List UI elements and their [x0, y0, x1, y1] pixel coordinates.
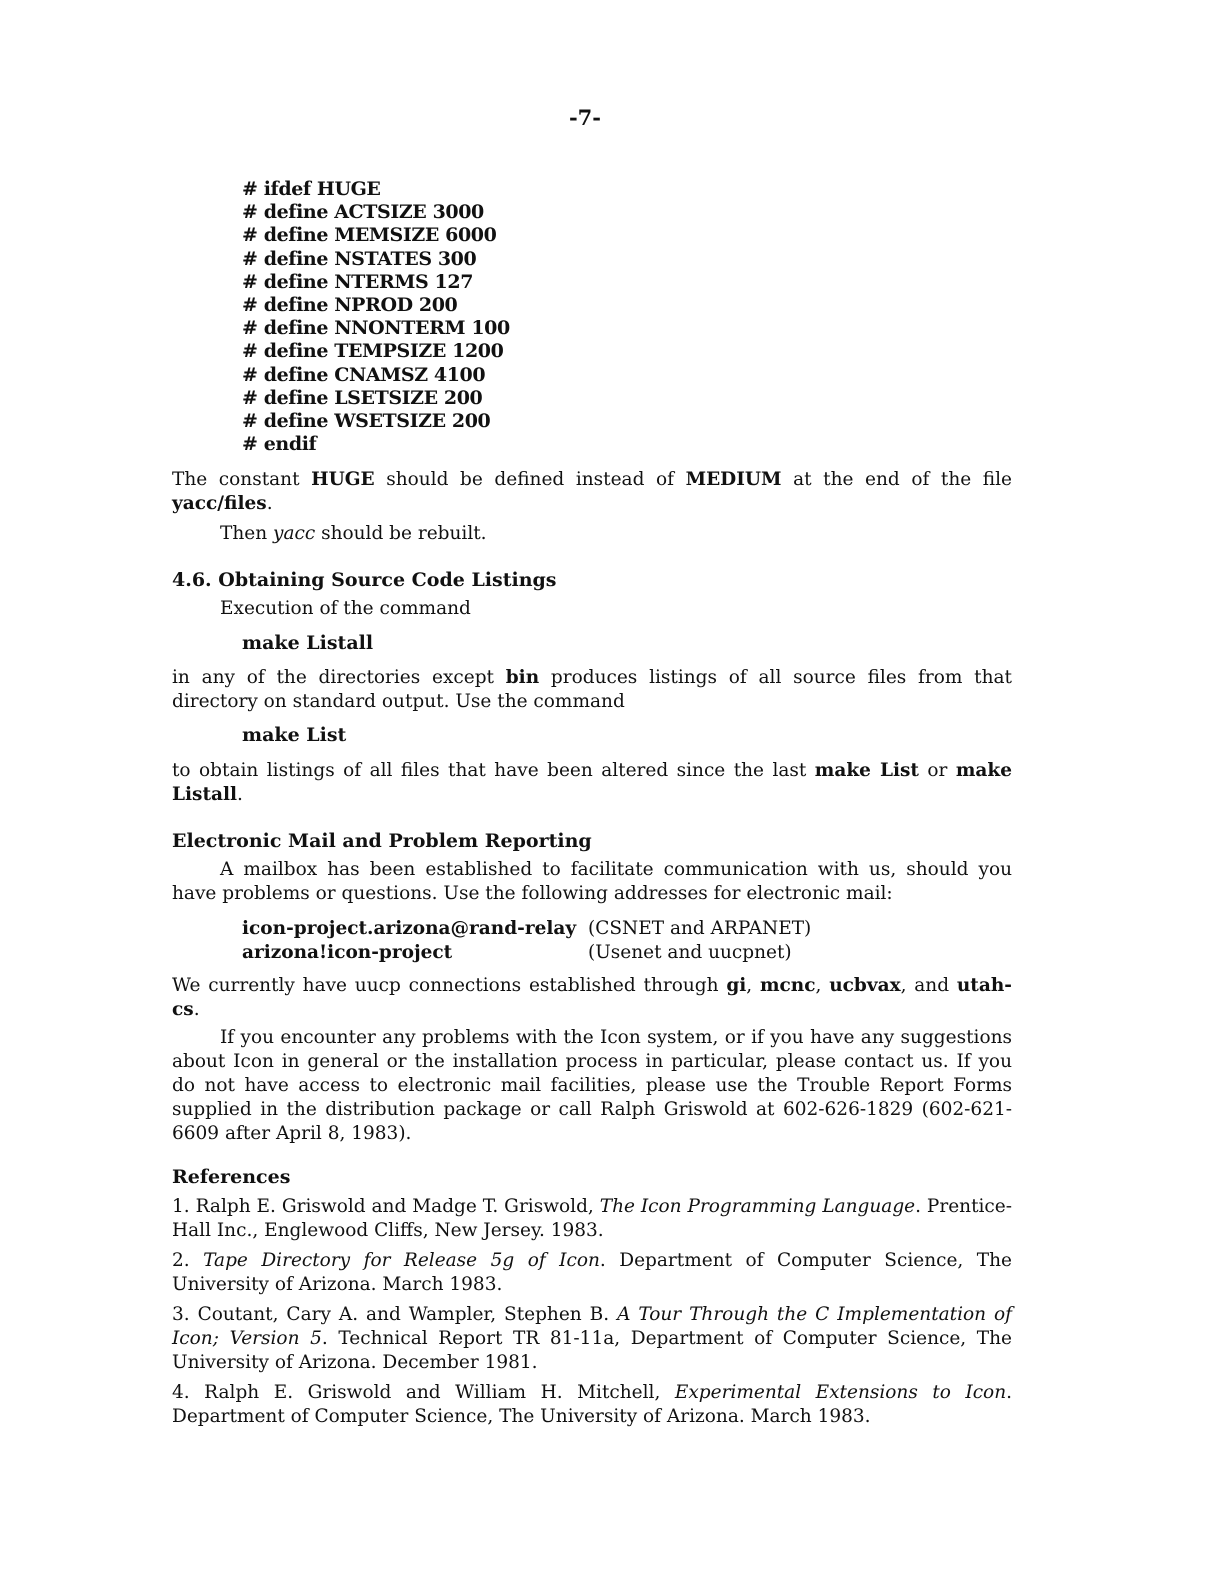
reference-list	[172, 1195, 1012, 1435]
section-heading-listings: 4.6. Obtaining Source Code Listings	[172, 569, 557, 591]
code-line: # define NSTATES 300	[242, 247, 477, 270]
code-line: # define MEMSIZE 6000	[242, 224, 497, 247]
mail-network: (Usenet and uucpnet)	[588, 942, 792, 963]
mail-network: (CSNET and ARPANET)	[588, 918, 812, 939]
page-number: -7-	[568, 105, 602, 130]
code-line: # define LSETSIZE 200	[242, 386, 483, 409]
paragraph-mailbox: A mailbox has been established to facilitate communication with us, should you have problems or questions. Use the following addresses for electronic mail:	[172, 859, 1012, 904]
code-line: # define CNAMSZ 4100	[242, 363, 486, 386]
code-line: # ifdef HUGE	[242, 178, 381, 200]
code-line: # define NPROD 200	[242, 294, 458, 317]
reference-item: 2. Tape Directory for Release 5g of Icon. Department of Computer Science, The University of Arizona. March 1983.	[172, 1250, 1012, 1295]
mail-address: icon-project.arizona@rand-relay	[242, 918, 577, 939]
paragraph-directories: in any of the directories except bin produces listings of all source files from that directory on standard output. Use the command	[172, 667, 1012, 712]
mail-address-row	[242, 917, 811, 941]
paragraph-uucp: We currently have uucp connections established through gi, mcnc, ucbvax, and utah-cs.	[172, 975, 1012, 1020]
command-make-list: make List	[242, 724, 347, 746]
mail-address-table	[242, 917, 811, 965]
reference-item: 1. Ralph E. Griswold and Madge T. Griswold, The Icon Programming Language. Prentice-Hall Inc., Englewood Cliffs, New Jersey. 1983.	[172, 1196, 1012, 1241]
paragraph-problems: If you encounter any problems with the Icon system, or if you have any suggestions about Icon in general or the installation process in particular, please contact us. If you do not have access to electronic mail facilities, please use the Trouble Report Forms supplied in the distribution package or call Ralph Griswold at 602-626-1829 (602-621-6609 after April 8, 1983).	[172, 1027, 1012, 1144]
code-line: # endif	[242, 433, 317, 456]
reference-item: 3. Coutant, Cary A. and Wampler, Stephen B. A Tour Through the C Implementation of Icon; Version 5. Technical Report TR 81-11a, Department of Computer Science, The University of Arizona. December 1981.	[172, 1304, 1012, 1373]
command-make-listall: make Listall	[242, 632, 374, 654]
mail-address: arizona!icon-project	[242, 942, 453, 963]
code-block	[242, 178, 510, 456]
paragraph-huge: The constant HUGE should be defined instead of MEDIUM at the end of the file yacc/files.	[172, 469, 1012, 514]
paragraph-rebuild: Then yacc should be rebuilt.	[220, 523, 487, 544]
code-line: # define WSETSIZE 200	[242, 410, 491, 433]
section-heading-mail: Electronic Mail and Problem Reporting	[172, 830, 592, 852]
code-line: # define NTERMS 127	[242, 270, 474, 293]
code-line: # define ACTSIZE 3000	[242, 201, 484, 224]
paragraph-altered: to obtain listings of all files that have been altered since the last make List or make Listall.	[172, 760, 1012, 805]
code-line: # define TEMPSIZE 1200	[242, 340, 504, 363]
mail-address-row	[242, 941, 811, 965]
reference-item: 4. Ralph E. Griswold and William H. Mitchell, Experimental Extensions to Icon. Department of Computer Science, The University of Arizona. March 1983.	[172, 1382, 1013, 1427]
paragraph-execution: Execution of the command	[220, 598, 471, 619]
section-heading-references: References	[172, 1166, 291, 1188]
code-line: # define NNONTERM 100	[242, 317, 510, 340]
